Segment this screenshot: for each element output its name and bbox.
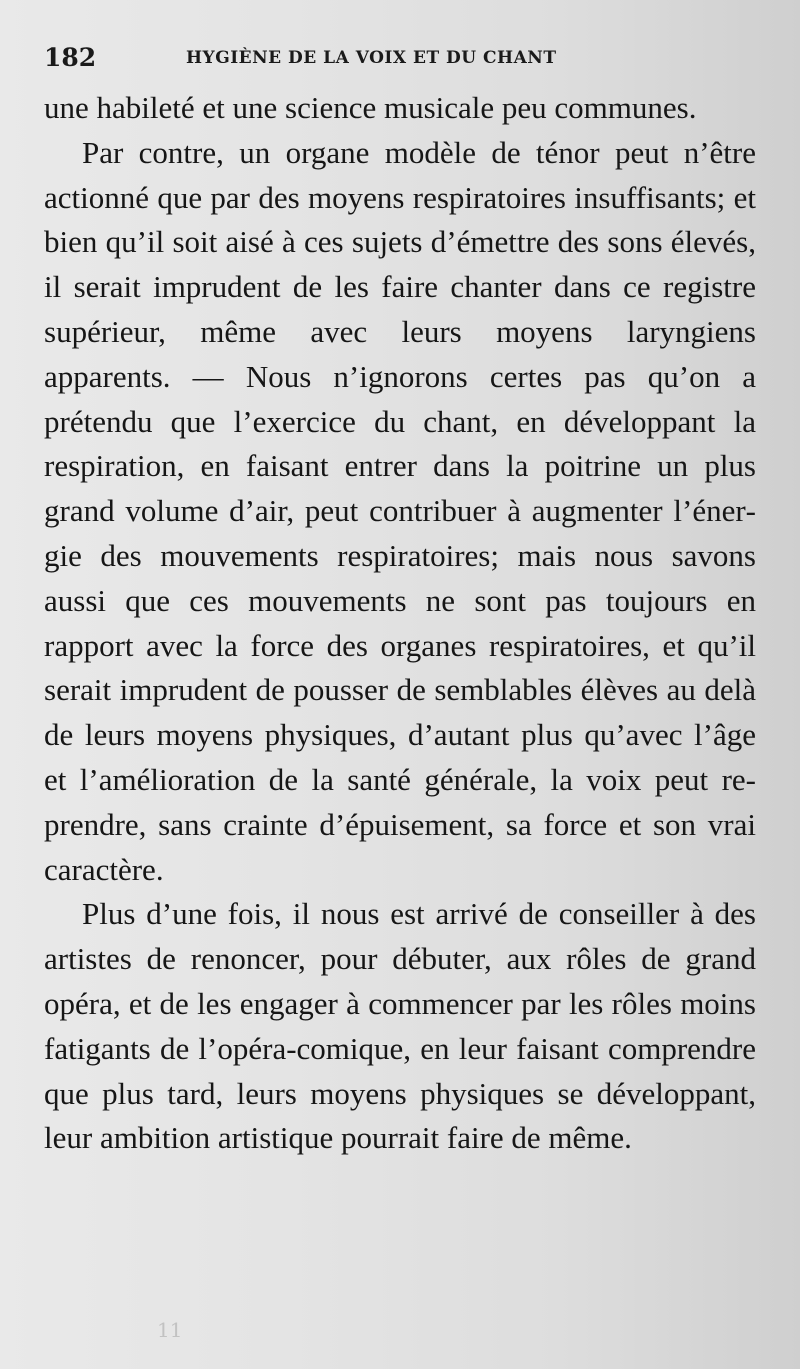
signature-mark: 11 bbox=[157, 1318, 183, 1342]
paragraph-advice: Plus d’une fois, il nous est arrivé de conseiller à des artistes de renoncer, pour débuter, aux rôles de grand opéra, et de les engager à commencer par les rôles moins fatigants de l’opéra-comique, en leur faisant comprendre que plus tard, leurs moyens physiques se développant, leur ambition artistique pourrait faire de même. bbox=[44, 896, 756, 1156]
running-title: HYGIÈNE DE LA VOIX ET DU CHANT bbox=[186, 48, 557, 68]
paragraph-continuation: une habileté et une science musicale peu communes. bbox=[44, 90, 697, 125]
paragraph-tenor: Par contre, un organe modèle de ténor peut n’être actionné que par des moyens respiratoires insuffisants; et bien qu’il soit aisé à ces sujets d’émettre des sons élevés, il serait imprudent de les faire chanter dans ce registre supérieur, même avec leurs moyens laryngiens apparents. — Nous n’ignorons certes pas qu’on a prétendu que l’exercice du chant, en développant la respiration, en faisant entrer dans la poitrine un plus grand volume d’air, peut contribuer à augmenter l’énergie des mouvements respiratoires; mais nous savons aussi que ces mouvements ne sont pas toujours en rapport avec la force des organes respiratoires, et qu’il serait imprudent de pousser de semblables élèves au delà de leurs moyens physiques, d’autant plus qu’avec l’âge et l’amélioration de la santé générale, la voix peut reprendre, sans crainte d’épuisement, sa force et son vrai caractère. bbox=[44, 134, 756, 887]
page-number: 182 bbox=[44, 43, 97, 72]
page-header bbox=[44, 40, 764, 76]
body-text bbox=[44, 86, 756, 1161]
